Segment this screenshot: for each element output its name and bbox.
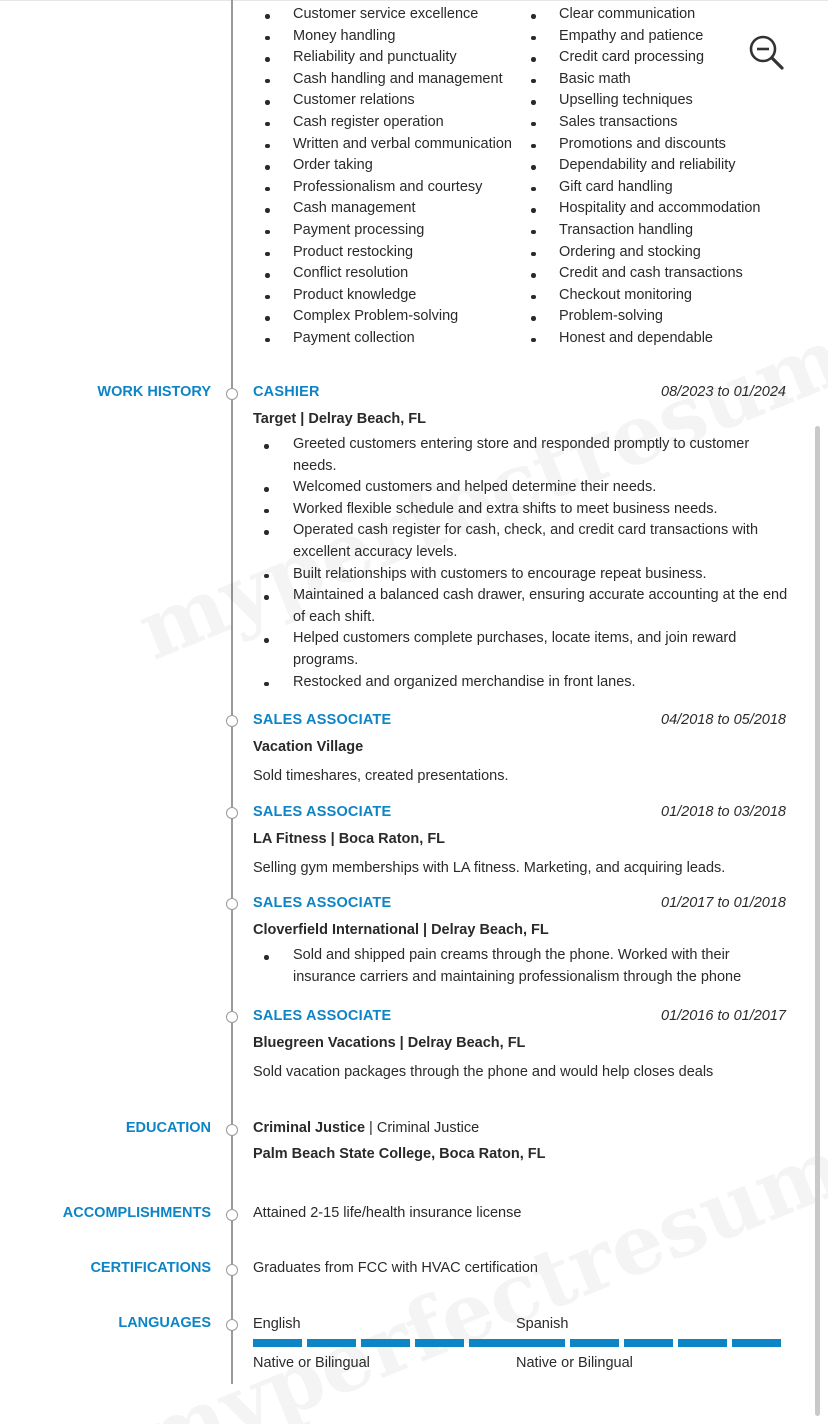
- proficiency-segment: [361, 1339, 410, 1347]
- job-date: 01/2017 to 01/2018: [661, 895, 786, 911]
- section-heading-work-history: WORK HISTORY: [97, 384, 211, 400]
- language-name: Spanish: [516, 1316, 569, 1332]
- skill-item: Reliability and punctuality: [254, 47, 512, 69]
- education-degree: Criminal Justice: [253, 1120, 366, 1136]
- job-date: 04/2018 to 05/2018: [661, 712, 786, 728]
- proficiency-segment: [624, 1339, 673, 1347]
- job-bullet: Greeted customers entering store and responded promptly to customer needs.: [253, 434, 788, 477]
- proficiency-segment: [570, 1339, 619, 1347]
- job-company: Target | Delray Beach, FL: [253, 411, 427, 427]
- skill-item: Upselling techniques: [520, 90, 761, 112]
- job-entry: [253, 1008, 788, 1084]
- timeline-node: [226, 807, 238, 819]
- timeline-node: [226, 715, 238, 727]
- skill-item: Customer service excellence: [254, 4, 512, 26]
- skill-item: Transaction handling: [520, 220, 761, 242]
- job-date: 08/2023 to 01/2024: [661, 384, 786, 400]
- job-title: SALES ASSOCIATE: [253, 895, 392, 911]
- skill-item: Credit and cash transactions: [520, 263, 761, 285]
- skill-item: Professionalism and courtesy: [254, 177, 512, 199]
- job-entry: [253, 384, 788, 693]
- certification-text: Graduates from FCC with HVAC certification: [253, 1260, 538, 1276]
- job-bullet: Sold and shipped pain creams through the phone. Worked with their insurance carriers and maintaining professionalism through the phone: [253, 945, 788, 988]
- job-description: Sold timeshares, created presentations.: [253, 768, 509, 784]
- job-title: SALES ASSOCIATE: [253, 712, 392, 728]
- job-bullet: Built relationships with customers to encourage repeat business.: [253, 564, 788, 586]
- skill-item: Hospitality and accommodation: [520, 198, 761, 220]
- job-bullets: [253, 945, 788, 988]
- job-bullet: Helped customers complete purchases, locate items, and join reward programs.: [253, 628, 788, 671]
- skill-item: Customer relations: [254, 90, 512, 112]
- job-title: SALES ASSOCIATE: [253, 1008, 392, 1024]
- job-company: Bluegreen Vacations | Delray Beach, FL: [253, 1035, 526, 1051]
- timeline-node: [226, 1011, 238, 1023]
- timeline-node: [226, 388, 238, 400]
- language-entry: [516, 1316, 781, 1371]
- skill-item: Dependability and reliability: [520, 155, 761, 177]
- education-degree-line: [253, 1120, 479, 1136]
- language-proficiency-bar: [516, 1339, 781, 1347]
- skill-item: Empathy and patience: [520, 26, 761, 48]
- language-proficiency-bar: [253, 1339, 518, 1347]
- job-bullet: Maintained a balanced cash drawer, ensuring accurate accounting at the end of each shift.: [253, 585, 788, 628]
- skill-item: Complex Problem-solving: [254, 306, 512, 328]
- skill-item: Conflict resolution: [254, 263, 512, 285]
- job-company: Cloverfield International | Delray Beach, FL: [253, 922, 549, 938]
- proficiency-segment: [415, 1339, 464, 1347]
- timeline-node: [226, 1209, 238, 1221]
- job-date: 01/2016 to 01/2017: [661, 1008, 786, 1024]
- skill-item: Honest and dependable: [520, 328, 761, 350]
- job-title: CASHIER: [253, 384, 320, 400]
- skill-item: Product restocking: [254, 242, 512, 264]
- timeline-node: [226, 1124, 238, 1136]
- job-bullet: Welcomed customers and helped determine their needs.: [253, 477, 788, 499]
- top-divider: [0, 0, 828, 1]
- proficiency-segment: [307, 1339, 356, 1347]
- job-entry: [253, 895, 788, 988]
- job-company: Vacation Village: [253, 739, 364, 755]
- skills-column-1: [254, 4, 512, 350]
- job-date: 01/2018 to 03/2018: [661, 804, 786, 820]
- job-bullets: [253, 434, 788, 693]
- accomplishment-text: Attained 2-15 life/health insurance license: [253, 1205, 522, 1221]
- skill-item: Sales transactions: [520, 112, 761, 134]
- job-bullet: Restocked and organized merchandise in front lanes.: [253, 672, 788, 694]
- proficiency-segment: [732, 1339, 781, 1347]
- skill-item: Ordering and stocking: [520, 242, 761, 264]
- skill-item: Payment collection: [254, 328, 512, 350]
- skill-item: Cash register operation: [254, 112, 512, 134]
- skill-item: Problem-solving: [520, 306, 761, 328]
- education-field: Criminal Justice: [376, 1120, 480, 1136]
- skill-item: Basic math: [520, 69, 761, 91]
- job-bullet: Worked flexible schedule and extra shifts to meet business needs.: [253, 499, 788, 521]
- skill-item: Checkout monitoring: [520, 285, 761, 307]
- skill-item: Money handling: [254, 26, 512, 48]
- skill-item: Cash management: [254, 198, 512, 220]
- skill-item: Credit card processing: [520, 47, 761, 69]
- skill-item: Clear communication: [520, 4, 761, 26]
- scrollbar[interactable]: [815, 426, 820, 1416]
- timeline-node: [226, 898, 238, 910]
- language-entry: [253, 1316, 518, 1371]
- job-company: LA Fitness | Boca Raton, FL: [253, 831, 446, 847]
- timeline-node: [226, 1319, 238, 1331]
- timeline-node: [226, 1264, 238, 1276]
- skill-item: Product knowledge: [254, 285, 512, 307]
- section-heading-certifications: CERTIFICATIONS: [90, 1260, 211, 1276]
- education-school: Palm Beach State College, Boca Raton, FL: [253, 1146, 546, 1162]
- section-heading-languages: LANGUAGES: [118, 1315, 211, 1331]
- job-description: Sold vacation packages through the phone and would help closes deals: [253, 1064, 714, 1080]
- proficiency-segment: [516, 1339, 565, 1347]
- job-bullet: Operated cash register for cash, check, and credit card transactions with excellent accuracy levels.: [253, 520, 788, 563]
- language-name: English: [253, 1316, 301, 1332]
- job-entry: [253, 804, 788, 880]
- skill-item: Promotions and discounts: [520, 134, 761, 156]
- skill-item: Gift card handling: [520, 177, 761, 199]
- proficiency-segment: [253, 1339, 302, 1347]
- education-separator: |: [365, 1120, 377, 1136]
- skill-item: Order taking: [254, 155, 512, 177]
- skill-item: Payment processing: [254, 220, 512, 242]
- language-level: Native or Bilingual: [516, 1355, 633, 1371]
- skills-column-2: [520, 4, 761, 350]
- timeline-line: [231, 0, 233, 1384]
- section-heading-education: EDUCATION: [125, 1120, 211, 1136]
- language-level: Native or Bilingual: [253, 1355, 370, 1371]
- job-entry: [253, 712, 788, 788]
- proficiency-segment: [469, 1339, 518, 1347]
- section-heading-accomplishments: ACCOMPLISHMENTS: [62, 1205, 211, 1221]
- skill-item: Cash handling and management: [254, 69, 512, 91]
- skill-item: Written and verbal communication: [254, 134, 512, 156]
- job-title: SALES ASSOCIATE: [253, 804, 392, 820]
- proficiency-segment: [678, 1339, 727, 1347]
- job-description: Selling gym memberships with LA fitness. Marketing, and acquiring leads.: [253, 860, 726, 876]
